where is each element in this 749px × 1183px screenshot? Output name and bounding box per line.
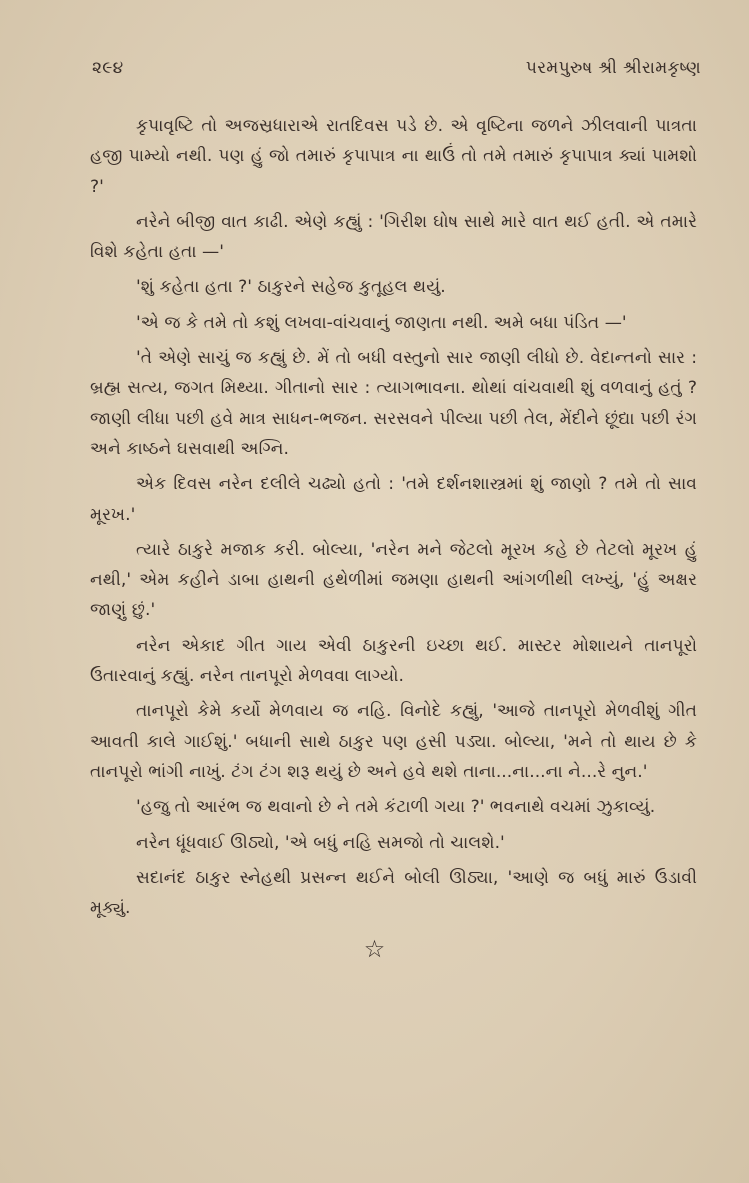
page-number: ૨૯૪ — [92, 58, 124, 78]
paragraph: નરેન એકાદ ગીત ગાય એવી ઠાકુરની ઇચ્છા થઈ. માસ્ટર મોશાયને તાનપૂરો ઉતારવાનું કહ્યું. નરેન તાનપૂરો મેળવવા લાગ્યો. — [90, 635, 697, 687]
paragraph: એક દિવસ નરેન દલીલે ચઢ્યો હતો : 'તમે દર્શનશાસ્ત્રમાં શું જાણો ? તમે તો સાવ મૂરખ.' — [90, 474, 697, 525]
paragraph: નરેને બીજી વાત કાઢી. એણે કહ્યું : 'ગિરીશ ઘોષ સાથે મારે વાત થઈ હતી. એ તમારે વિશે કહેતા હતા —' — [90, 211, 697, 263]
paragraph: 'શું કહેતા હતા ?' ઠાકુરને સહેજ કુતૂહલ થયું. — [136, 277, 446, 298]
paragraph: 'તે એણે સાચું જ કહ્યું છે. મેં તો બધી વસ્તુનો સાર જાણી લીધો છે. વેદાન્તનો સાર : બ્રહ્મ સત્ય, જગત મિથ્યા. ગીતાનો સાર : ત્યાગભાવના. થોથાં વાંચવાથી શું વળવાનું હતું ? જાણી લીધા પછી હવે માત્ર સાધન-ભજન. સરસવને પીલ્યા પછી તેલ, મેંદીને છૂંદ્યા પછી રંગ અને કાષ્ઠને ઘસવાથી અગ્નિ. — [90, 348, 697, 459]
paragraph: સદાનંદ ઠાકુર સ્નેહથી પ્રસન્ન થઈને બોલી ઊઠ્યા, 'આણે જ બધું મારું ઉડાવી મૂક્યું. — [90, 867, 697, 919]
paragraph: 'એ જ કે તમે તો કશું લખવા-વાંચવાનું જાણતા નથી. અમે બધા પંડિત —' — [136, 312, 627, 333]
running-head — [92, 58, 701, 88]
paragraph: નરેન ધૂંધવાઈ ઊઠ્યો, 'એ બધું નહિ સમજો તો ચાલશે.' — [136, 832, 505, 853]
paragraph: તાનપૂરો કેમે કર્યો મેળવાય જ નહિ. વિનોદે કહ્યું, 'આજે તાનપૂરો મેળવીશું ગીત આવતી કાલે ગાઈશું.' બધાની સાથે ઠાકુર પણ હસી પડ્યા. બોલ્યા, 'મને તો થાય છે કે તાનપૂરો ભાંગી નાખું. ટંગ ટંગ શરૂ થયું છે અને હવે થશે તાના...ના...ના ને...રે નુન.' — [90, 701, 697, 782]
paragraph: 'હજુ તો આરંભ જ થવાનો છે ને તમે કંટાળી ગયા ?' ભવનાથે વચમાં ઝુકાવ્યું. — [136, 797, 656, 818]
body-text — [90, 111, 697, 928]
book-title: પરમપુરુષ શ્રી શ્રીરામકૃષ્ણ — [525, 58, 701, 78]
paragraph: ત્યારે ઠાકુરે મજાક કરી. બોલ્યા, 'નરેન મને જેટલો મૂરખ કહે છે તેટલો મૂરખ હું નથી,' એમ કહીને ડાબા હાથની હથેળીમાં જમણા હાથની આંગળીથી લખ્યું, 'હું અક્ષર જાણું છું.' — [90, 539, 697, 621]
end-star-icon: ☆ — [363, 935, 386, 963]
paragraph: કૃપાવૃષ્ટિ તો અજસ્રધારાએ રાતદિવસ પડે છે. એ વૃષ્ટિના જળને ઝીલવાની પાત્રતા હજી પામ્યો નથી. પણ હું જો તમારું કૃપાપાત્ર ના થાઉં તો તમે તમારું કૃપાપાત્ર ક્યાં પામશો ?' — [90, 116, 697, 197]
